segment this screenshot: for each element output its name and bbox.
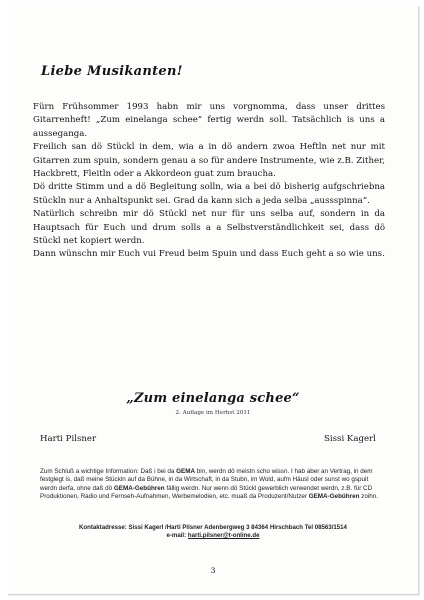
info-text: zoihn.: [359, 492, 378, 500]
contact-email-line: [8, 532, 418, 540]
signature-left: Harti Pilsner: [40, 434, 97, 444]
paragraph: Freilich san dö Stückl in dem, wia a in dö andern zwoa Heftln net nur mit Gitarren zum spuin, sondern genau a so für andere Instrumente, wie z.B. Zither, Hackbrett, Fleitln oder a Akkordeon guat zum braucha.: [33, 142, 385, 180]
song-title: „Zum einelanga schee“: [126, 391, 300, 406]
signature-right: Sissi Kagerl: [324, 434, 376, 444]
edition-note: 2. Auflage im Herbst 2011: [175, 410, 251, 416]
letter-body: [33, 101, 385, 262]
page-number: 3: [210, 566, 216, 575]
info-text: fällig werdn. Nur wenn dö Stückl gewerblich verwendet werdn, z.B. für CD Produktionen, Radio und Fernseh-Aufnahmen, Werbemelodien, etc. muaß da Produzent/Nutzer: [40, 484, 373, 500]
gema-term: GEMA: [176, 468, 196, 475]
document-page: [8, 6, 419, 595]
paragraph: Fürn Frühsommer 1993 habn mir uns vorgnomma, dass unser drittes Gitarrenheft! „Zum einelanga schee“ fertig werdn soll. Tatsächlich is uns a ausseganga.: [33, 102, 385, 139]
paragraph: Natürlich schreibn mir dö Stückl net nur für uns selba auf, sondern in da Hauptsach für Euch und drum solls a a Selbstverständlichkeit sei, dass dö Stückl net kopiert werdn.: [33, 209, 385, 247]
title-block: [8, 391, 418, 416]
gema-term: GEMA-Gebühren: [308, 492, 360, 500]
gema-information: [40, 468, 386, 501]
email-link[interactable]: harti.pilsner@t-online.de: [187, 532, 260, 540]
contact-block: [8, 524, 418, 541]
info-text: bin, werdn dö meistn scho wissn. I hab aber an Vertrag, in dem festglegt is, daß meine Stückln auf da Bühne, in da Wirtschaft, in da Stubn, im Wold, aufm Häusl oder sunst wo gspuit werdn derfa, ohne daß dö: [40, 468, 373, 492]
page-heading: Liebe Musikanten!: [41, 64, 183, 79]
email-label: e-mail:: [166, 532, 188, 540]
info-text: Zum Schluß a wichtige Information: Daß i bei da: [40, 468, 177, 475]
paragraph: Dann wünschn mir Euch vui Freud beim Spuin und dass Euch geht a so wie uns.: [33, 249, 385, 260]
gema-term: GEMA-Gebühren: [113, 484, 165, 492]
paragraph: Dö dritte Stimm und a dö Begleitung solln, wia a bei dö bisherig aufgschriebna Stückln nur a Anhaltspunkt sei. Grad da kann sich a jeda selba „aussspinna“.: [33, 182, 385, 206]
contact-address: Kontaktadresse: Sissi Kagerl /Harti Pilsner Adenbergweg 3 84364 Hirschbach Tel 08563/1514: [79, 524, 347, 531]
